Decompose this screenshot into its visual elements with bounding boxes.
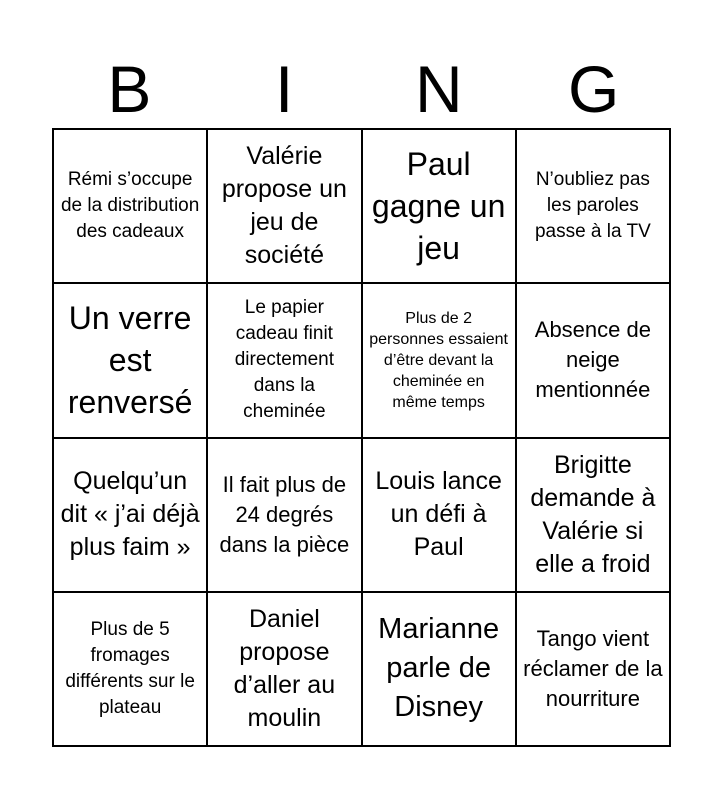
bingo-cell-r4c3[interactable] <box>363 593 517 747</box>
bingo-header <box>52 50 671 128</box>
bingo-cell-r3c3[interactable] <box>363 439 517 593</box>
header-letter-i: I <box>274 52 294 126</box>
bingo-cell-r2c1[interactable] <box>54 284 208 438</box>
bingo-cell-r2c3[interactable] <box>363 284 517 438</box>
cell-text: Tango vient réclamer de la nourriture <box>523 625 663 711</box>
cell-text: Paul gagne un jeu <box>371 146 506 267</box>
cell-text: Louis lance un défi à Paul <box>375 467 502 562</box>
bingo-cell-r3c2[interactable] <box>208 439 362 593</box>
bingo-cell-r4c4[interactable] <box>517 593 671 747</box>
header-letter-g: G <box>567 52 620 126</box>
bingo-cell-r2c4[interactable] <box>517 284 671 438</box>
cell-text: Il fait plus de 24 degrés dans la pièce <box>219 471 350 557</box>
header-letter-b: B <box>107 52 152 126</box>
cell-text: Le papier cadeau finit directement dans la cheminée <box>234 297 335 423</box>
bingo-cell-r3c1[interactable] <box>54 439 208 593</box>
bingo-cell-r1c2[interactable] <box>208 130 362 284</box>
cell-text: N’oubliez pas les paroles passe à la TV <box>534 169 651 243</box>
bingo-cell-r4c2[interactable] <box>208 593 362 747</box>
cell-text: Plus de 5 fromages différents sur le plateau <box>65 618 195 718</box>
cell-text: Brigitte demande à Valérie si elle a froid <box>530 450 656 578</box>
bingo-cell-r2c2[interactable] <box>208 284 362 438</box>
header-letter-n: N <box>415 52 463 126</box>
cell-text: Quelqu’un dit « j’ai déjà plus faim » <box>60 467 200 562</box>
cell-text: Un verre est renversé <box>67 300 193 421</box>
bingo-cell-r1c1[interactable] <box>54 130 208 284</box>
cell-text: Plus de 2 personnes essaient d’être devant la cheminée en même temps <box>369 309 508 411</box>
bingo-cell-r1c4[interactable] <box>517 130 671 284</box>
bingo-cell-r4c1[interactable] <box>54 593 208 747</box>
bingo-cell-r1c3[interactable] <box>363 130 517 284</box>
cell-text: Rémi s’occupe de la distribution des cadeaux <box>60 169 200 243</box>
bingo-grid <box>52 128 671 747</box>
cell-text: Marianne parle de Disney <box>378 613 500 724</box>
cell-text: Daniel propose d’aller au moulin <box>233 604 336 732</box>
bingo-cell-r3c4[interactable] <box>517 439 671 593</box>
cell-text: Valérie propose un jeu de société <box>221 142 347 270</box>
cell-text: Absence de neige mentionnée <box>534 317 651 403</box>
